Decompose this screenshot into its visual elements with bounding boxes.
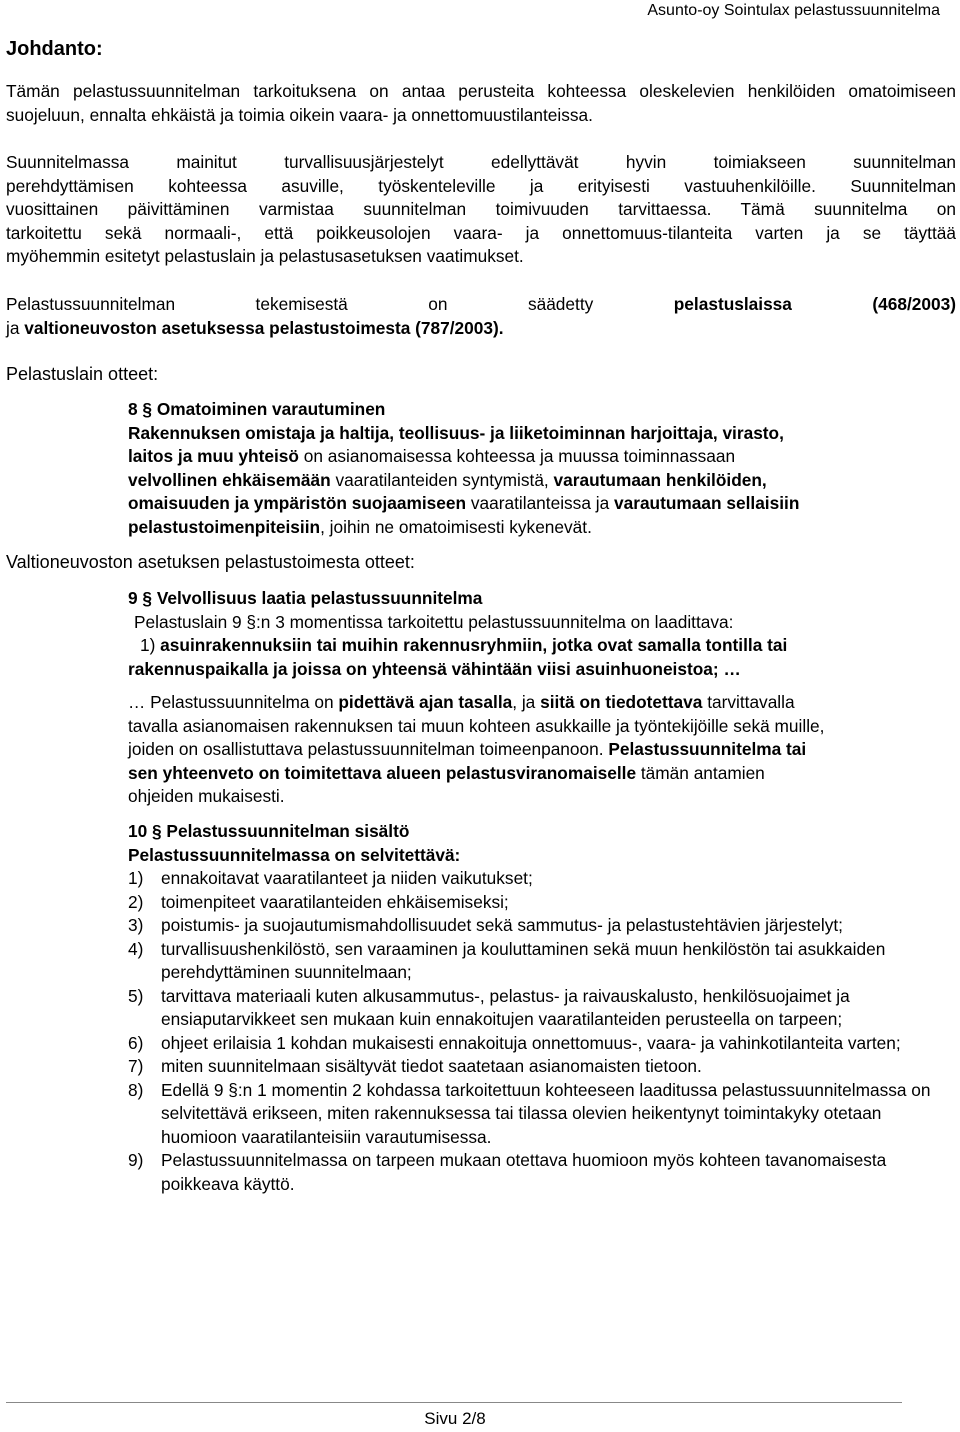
law-section-8-title: 8 § Omatoiminen varautuminen [128,399,386,419]
intro-p3-law-ref: pelastuslaissa (468/2003) [673,294,956,314]
list-item-text: Pelastussuunnitelmassa on tarpeen mukaan otettava huomioon myös kohteen tavanomaisesta poikkeava käyttö. [161,1150,887,1194]
decree-s9-p2-line-4 [128,762,956,786]
list-item [128,1055,958,1079]
decree-section-9-title: 9 § Velvollisuus laatia pelastussuunnitelma [128,588,483,608]
list-item [128,938,958,985]
law-line-4-bold: omaisuuden ja ympäristön suojaamiseen [128,493,467,513]
list-item [128,1079,958,1150]
decree-s9-p2-line-2: tavalla asianomaisen rakennuksen tai muun kohteen asukkaille ja työntekijöille sekä muille, [128,715,825,736]
list-item-text: Edellä 9 §:n 1 momentin 2 kohdassa tarkoitettuun kohteeseen laaditussa pelastussuunnitelmassa on selvitettävä erikseen, miten rakennuksessa tai tilassa olevien heikentynyt toimintakyky otetaan huomioon vaaratilanteisiin varautumisessa. [161,1079,931,1147]
list-item-number: 2) [128,891,144,912]
decree-s9-p2-line-5: ohjeiden mukaisesti. [128,786,285,806]
decree-s9-line-2-bold: asuinrakennuksiin tai muihin rakennusryhmiin, jotka ovat samalla tontilla tai [160,635,788,655]
list-item-number: 3) [128,915,144,935]
list-item-text: ennakoitavat vaaratilanteet ja niiden vaikutukset; [161,868,533,888]
decree-s9-p2-a: … Pelastussuunnitelma on [128,692,339,712]
list-item-number: 8) [128,1079,144,1100]
decree-section-9-paragraph [128,691,956,809]
decree-section-10-subtitle: Pelastussuunnitelmassa on selvitettävä: [128,844,461,865]
list-item-number: 9) [128,1150,144,1170]
law-line-4 [128,492,956,516]
law-line-5 [128,516,956,540]
decree-s9-line-1: Pelastuslain 9 §:n 3 momentissa tarkoitettu pelastussuunnitelma on laadittava: [134,611,734,632]
law-line-1: Rakennuksen omistaja ja haltija, teollisuus- ja liiketoiminnan harjoittaja, virasto, [128,422,784,443]
list-item [128,891,958,915]
law-line-2-rest: on asianomaisessa kohteessa ja muussa toiminnassaan [298,446,736,466]
list-item-text: tarvittava materiaali kuten alkusammutus-, pelastus- ja raivauskalusto, henkilösuojaimet ja ensiaputarvikkeet sen mukaan kuin ennakoitujen vaaratilanteiden perusteella on tarpeen; [161,985,850,1029]
law-line-2 [128,445,956,469]
decree-s9-p2-l4-a: tämän antamien [636,762,765,783]
footer-divider [6,1402,902,1403]
list-item-text: turvallisuushenkilöstö, sen varaaminen ja kouluttaminen sekä muun henkilöstön tai asukkaiden perehdyttäminen suunnitelmaan; [161,938,886,982]
list-item [128,914,958,938]
page-number: Sivu 2/8 [424,1409,486,1428]
decree-s9-p2-line-3 [128,738,956,762]
list-item-text: miten suunnitelmaan sisältyvät tiedot saatetaan asianomaisten tietoon. [161,1056,702,1076]
list-item [128,867,958,891]
decree-section-10-title: 10 § Pelastussuunnitelman sisältö [128,821,410,841]
list-item-text: toimenpiteet vaaratilanteiden ehkäisemiseksi; [161,891,509,912]
list-item-text: poistumis- ja suojautumismahdollisuudet sekä sammutus- ja pelastustehtävien järjestelyt; [161,915,843,935]
decree-s9-p2-line-1 [128,691,956,715]
decree-s9-p2-d: siitä on tiedotettava [540,692,703,712]
list-item-number: 1) [128,868,144,888]
intro-p3-line-1 [6,293,956,317]
intro-paragraph-2 [6,151,956,269]
law-line-4-bold-2: varautumaan sellaisiin [614,493,800,513]
law-line-5-rest: , joihin ne omatoimisesti kykenevät. [320,516,592,537]
decree-s9-p2-l3-a: joiden on osallistuttava pelastussuunnitelman toimeenpanoon. [128,739,609,759]
law-line-2-bold: laitos ja muu yhteisö [128,446,299,466]
intro-p2-line-4: tarkoitettu sekä normaali-, että poikkeusolojen vaara- ja onnettomuus-tilanteita varten ja se täyttää [6,222,956,243]
list-item [128,1032,958,1056]
intro-paragraph-1: Tämän pelastussuunnitelman tarkoituksena on antaa perusteita kohteessa oleskelevien henkilöiden omatoimiseen suojeluun, ennalta ehkäistä ja toimia oikein vaara- ja onnettomuustilanteissa. [6,81,956,125]
intro-p2-line-5: myöhemmin esitetyt pelastuslain ja pelastusasetuksen vaatimukset. [6,246,524,266]
page-header-title: Asunto-oy Sointulax pelastussuunnitelma [647,2,940,19]
law-line-4-rest: vaaratilanteissa ja [466,493,614,513]
intro-p2-line-2: perehdyttämisen kohteessa asuville, työskenteleville ja erityisesti vastuuhenkilöille. Suunnitelman [6,175,956,196]
list-item-text: ohjeet erilaisia 1 kohdan mukaisesti ennakoituja onnettomuus-, vaara- ja vahinkotilanteita varten; [161,1032,901,1053]
law-line-3 [128,469,956,493]
list-item-number: 6) [128,1032,144,1053]
intro-heading: Johdanto: [6,38,103,60]
intro-p3-decree-ref: valtioneuvoston asetuksessa pelastustoimesta (787/2003). [24,317,504,338]
decree-s9-line-3: rakennuspaikalla ja joissa on yhteensä vähintään viisi asuinhuoneistoa; … [128,658,741,679]
decree-s9-p2-b: pidettävä ajan tasalla [338,692,513,712]
intro-p2-line-1: Suunnitelmassa mainitut turvallisuusjärjestelyt edellyttävät hyvin toimiakseen suunnitelman [6,152,956,172]
decree-s9-p2-l4-b: sen yhteenveto on toimitettava alueen pelastusviranomaiselle [128,762,637,783]
law-section-8 [128,398,956,539]
list-item-number: 5) [128,985,144,1006]
list-item-number: 7) [128,1056,144,1076]
decree-heading: Valtioneuvoston asetuksen pelastustoimesta otteet: [6,552,415,572]
intro-paragraph-3 [6,293,956,340]
decree-s9-p2-c: , ja [512,692,541,712]
intro-p3-text-2: ja [6,317,25,338]
decree-s9-line-2 [128,634,956,658]
decree-s9-item-num: 1) [140,635,161,655]
decree-section-10-list [128,867,958,1196]
intro-p3-line-2 [6,317,956,341]
intro-p3-text: Pelastussuunnitelman tekemisestä on säädetty [6,294,674,314]
list-item [128,985,958,1032]
decree-s9-p2-e: tarvittavalla [702,692,795,712]
law-line-5-bold: pelastustoimenpiteisiin [128,516,321,537]
law-heading: Pelastuslain otteet: [6,364,159,384]
law-line-3-rest: vaaratilanteiden syntymistä, [330,469,554,490]
law-line-3-bold-2: varautumaan henkilöiden, [553,469,767,490]
decree-s9-p2-l3-b: Pelastussuunnitelma tai [608,739,807,759]
decree-section-9 [128,587,956,681]
decree-section-10 [128,820,956,867]
intro-p2-line-3: vuosittainen päivittäminen varmistaa suunnitelman toimivuuden tarvittaessa. Tämä suunnitelma on [6,199,956,219]
list-item [128,1149,958,1196]
list-item-number: 4) [128,938,144,959]
law-line-3-bold: velvollinen ehkäisemään [128,469,331,490]
